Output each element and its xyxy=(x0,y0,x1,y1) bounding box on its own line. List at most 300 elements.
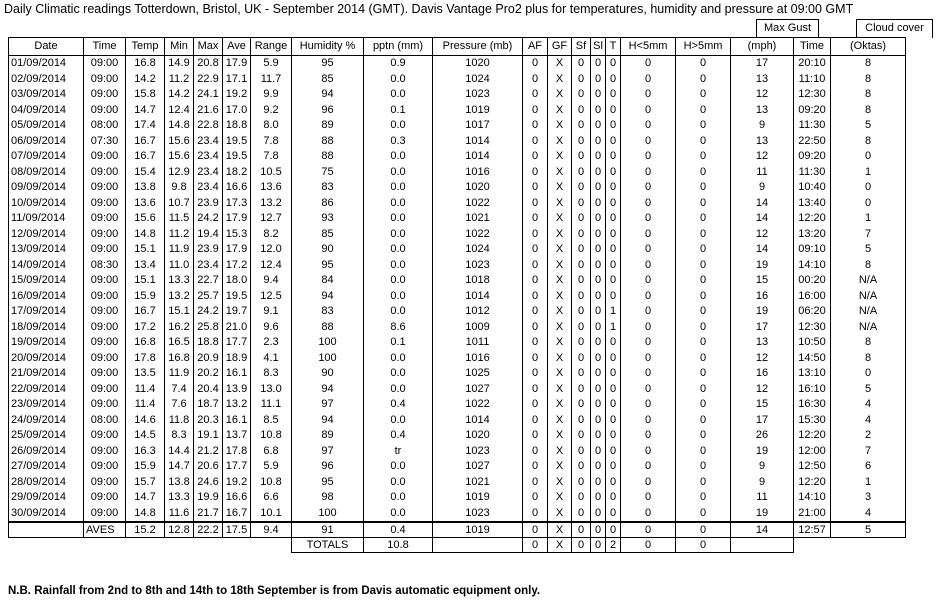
table-cell: 12:50 xyxy=(794,459,831,475)
table-cell: 0 xyxy=(621,320,676,336)
table-cell: 21.0 xyxy=(223,320,251,336)
table-cell: 09:00 xyxy=(84,87,126,103)
table-cell: 0 xyxy=(572,134,591,150)
table-cell: 0 xyxy=(621,258,676,274)
table-cell: 0 xyxy=(523,242,548,258)
table-cell: 12.0 xyxy=(251,242,292,258)
table-cell: 09:20 xyxy=(794,149,831,165)
table-cell: 0 xyxy=(591,196,606,212)
table-cell: 23.4 xyxy=(194,149,223,165)
table-cell: 1 xyxy=(831,211,906,227)
table-cell: 17.7 xyxy=(223,335,251,351)
table-cell: 11.5 xyxy=(165,211,194,227)
table-cell: 09:00 xyxy=(84,475,126,491)
table-cell: 11.6 xyxy=(165,506,194,523)
table-cell: 0 xyxy=(523,196,548,212)
table-cell: 16 xyxy=(731,366,794,382)
table-cell: 27/09/2014 xyxy=(9,459,84,475)
table-cell: 0.1 xyxy=(364,335,433,351)
page-title: Daily Climatic readings Totterdown, Bristol, UK - September 2014 (GMT). Davis Vantage Pro2 plus for temperatures, humidity and pressure at 09:00 GMT xyxy=(4,2,854,16)
table-cell: 09:00 xyxy=(84,366,126,382)
table-row xyxy=(9,72,906,88)
table-cell: 0 xyxy=(591,87,606,103)
table-cell: 0 xyxy=(523,149,548,165)
table-cell: X xyxy=(548,211,572,227)
table-row xyxy=(9,56,906,72)
table-cell: 14.9 xyxy=(165,56,194,72)
table-row xyxy=(9,149,906,165)
table-cell: 0 xyxy=(523,475,548,491)
table-cell: 0.0 xyxy=(364,149,433,165)
table-cell: 0 xyxy=(572,351,591,367)
column-header: H>5mm xyxy=(676,38,731,56)
table-cell: 0 xyxy=(572,335,591,351)
table-cell: 0.0 xyxy=(364,227,433,243)
table-cell: 0 xyxy=(676,335,731,351)
table-cell: 0 xyxy=(676,134,731,150)
table-cell: 11.9 xyxy=(165,366,194,382)
table-cell: 0 xyxy=(591,56,606,72)
table-cell: 96 xyxy=(292,459,364,475)
column-header: Time xyxy=(794,38,831,56)
table-cell: 7.4 xyxy=(165,382,194,398)
average-cell xyxy=(9,522,84,538)
table-cell: 1022 xyxy=(433,227,523,243)
table-cell: 09:00 xyxy=(84,149,126,165)
table-cell: 0 xyxy=(572,506,591,523)
table-cell: X xyxy=(548,227,572,243)
table-cell: 0.0 xyxy=(364,475,433,491)
table-cell: 0 xyxy=(591,351,606,367)
table-cell: 16.7 xyxy=(126,149,165,165)
table-cell: 13.8 xyxy=(165,475,194,491)
table-cell: 0 xyxy=(591,459,606,475)
table-cell: 23/09/2014 xyxy=(9,397,84,413)
table-cell: X xyxy=(548,273,572,289)
column-header: AF xyxy=(523,38,548,56)
table-cell: 5.9 xyxy=(251,56,292,72)
table-cell: X xyxy=(548,351,572,367)
table-cell: 83 xyxy=(292,180,364,196)
table-cell: X xyxy=(548,304,572,320)
table-cell: 0 xyxy=(831,196,906,212)
table-cell: 0 xyxy=(606,351,621,367)
column-header: GF xyxy=(548,38,572,56)
table-cell: 0 xyxy=(621,304,676,320)
table-cell: 24.6 xyxy=(194,475,223,491)
table-cell: 0 xyxy=(676,118,731,134)
table-cell: X xyxy=(548,320,572,336)
column-header: Time xyxy=(84,38,126,56)
table-cell: 0.0 xyxy=(364,289,433,305)
table-cell: 12:20 xyxy=(794,211,831,227)
table-row xyxy=(9,382,906,398)
table-cell: 16.6 xyxy=(223,180,251,196)
table-cell: 18.8 xyxy=(194,335,223,351)
table-cell: 1022 xyxy=(433,397,523,413)
table-cell: 0 xyxy=(621,475,676,491)
table-cell: 09:00 xyxy=(84,320,126,336)
table-cell: 09:00 xyxy=(84,165,126,181)
table-cell: 0 xyxy=(606,382,621,398)
table-cell: 18.2 xyxy=(223,165,251,181)
table-cell: 0 xyxy=(676,428,731,444)
table-row xyxy=(9,165,906,181)
table-cell: 0 xyxy=(621,444,676,460)
table-cell: 15.9 xyxy=(126,459,165,475)
table-cell: 0 xyxy=(523,118,548,134)
column-header: H<5mm xyxy=(621,38,676,56)
column-header: (Oktas) xyxy=(831,38,906,56)
table-cell: 03/09/2014 xyxy=(9,87,84,103)
column-header: Sf xyxy=(572,38,591,56)
table-cell: 09:00 xyxy=(84,227,126,243)
table-cell: 14.8 xyxy=(126,227,165,243)
empty-cell xyxy=(794,538,831,553)
table-cell: 15/09/2014 xyxy=(9,273,84,289)
table-cell: 23.9 xyxy=(194,242,223,258)
table-cell: 09:00 xyxy=(84,351,126,367)
table-cell: 0 xyxy=(572,242,591,258)
table-cell: 0 xyxy=(606,87,621,103)
table-cell: X xyxy=(548,397,572,413)
table-cell: 85 xyxy=(292,227,364,243)
table-cell: 06:20 xyxy=(794,304,831,320)
table-cell: 0 xyxy=(606,490,621,506)
table-cell: 0 xyxy=(676,103,731,119)
table-cell: 0 xyxy=(572,428,591,444)
table-cell: 18/09/2014 xyxy=(9,320,84,336)
table-cell: 0 xyxy=(676,490,731,506)
table-cell: 0 xyxy=(621,366,676,382)
table-cell: 0 xyxy=(606,103,621,119)
table-cell: 0 xyxy=(591,382,606,398)
table-cell: 1 xyxy=(831,475,906,491)
table-cell: 8 xyxy=(831,87,906,103)
empty-cell xyxy=(165,538,194,553)
table-cell: 15.6 xyxy=(165,149,194,165)
table-cell: N/A xyxy=(831,304,906,320)
table-cell: 0 xyxy=(591,134,606,150)
table-cell: 8.6 xyxy=(364,320,433,336)
table-cell: 0.4 xyxy=(364,397,433,413)
table-cell: 08:00 xyxy=(84,118,126,134)
table-cell: 06/09/2014 xyxy=(9,134,84,150)
table-cell: 14 xyxy=(731,196,794,212)
table-cell: 0 xyxy=(676,165,731,181)
column-header: (mph) xyxy=(731,38,794,56)
column-header: Pressure (mb) xyxy=(433,38,523,56)
table-cell: 30/09/2014 xyxy=(9,506,84,523)
table-cell: 15.3 xyxy=(223,227,251,243)
table-cell: 11.4 xyxy=(126,397,165,413)
empty-cell xyxy=(251,538,292,553)
table-cell: 12.4 xyxy=(251,258,292,274)
table-cell: 1016 xyxy=(433,165,523,181)
table-cell: 25.8 xyxy=(194,320,223,336)
table-cell: 1 xyxy=(606,320,621,336)
table-cell: 0 xyxy=(676,242,731,258)
table-cell: 0.0 xyxy=(364,118,433,134)
table-cell: 0 xyxy=(676,320,731,336)
table-cell: 20.4 xyxy=(194,382,223,398)
table-cell: 8.0 xyxy=(251,118,292,134)
table-cell: 0 xyxy=(523,444,548,460)
table-cell: 17.8 xyxy=(126,351,165,367)
table-cell: 0 xyxy=(606,72,621,88)
table-row xyxy=(9,459,906,475)
table-cell: 15.7 xyxy=(126,475,165,491)
table-cell: 2 xyxy=(831,428,906,444)
table-cell: X xyxy=(548,382,572,398)
table-cell: 05/09/2014 xyxy=(9,118,84,134)
table-cell: 0.0 xyxy=(364,242,433,258)
table-cell: 21.2 xyxy=(194,444,223,460)
table-cell: 07:30 xyxy=(84,134,126,150)
table-cell: 0.0 xyxy=(364,258,433,274)
table-cell: 15 xyxy=(731,273,794,289)
table-cell: 0.0 xyxy=(364,273,433,289)
table-cell: 0.3 xyxy=(364,134,433,150)
table-cell: 5 xyxy=(831,118,906,134)
table-cell: 13.2 xyxy=(223,397,251,413)
table-cell: 12.9 xyxy=(165,165,194,181)
table-cell: 0 xyxy=(591,103,606,119)
table-cell: 0 xyxy=(621,382,676,398)
table-cell: X xyxy=(548,118,572,134)
average-cell: X xyxy=(548,522,572,538)
table-cell: 22.8 xyxy=(194,118,223,134)
table-cell: 15.1 xyxy=(165,304,194,320)
table-row xyxy=(9,258,906,274)
column-header: Date xyxy=(9,38,84,56)
table-cell: 97 xyxy=(292,444,364,460)
table-row xyxy=(9,506,906,523)
table-cell: 15 xyxy=(731,397,794,413)
table-cell: 11/09/2014 xyxy=(9,211,84,227)
table-cell: 17.4 xyxy=(126,118,165,134)
table-cell: 19 xyxy=(731,506,794,523)
table-cell: 09:00 xyxy=(84,382,126,398)
table-cell: 93 xyxy=(292,211,364,227)
table-row xyxy=(9,103,906,119)
table-cell: X xyxy=(548,180,572,196)
table-cell: 16 xyxy=(731,289,794,305)
table-cell: 1014 xyxy=(433,134,523,150)
column-header: Sl xyxy=(591,38,606,56)
table-cell: 12.5 xyxy=(251,289,292,305)
table-cell: 95 xyxy=(292,56,364,72)
table-cell: 0 xyxy=(676,72,731,88)
table-cell: 0 xyxy=(676,459,731,475)
table-cell: 5 xyxy=(831,242,906,258)
table-cell: 89 xyxy=(292,118,364,134)
table-cell: 0 xyxy=(572,87,591,103)
table-cell: 7.6 xyxy=(165,397,194,413)
table-cell: 28/09/2014 xyxy=(9,475,84,491)
table-cell: X xyxy=(548,506,572,523)
table-cell: 14.5 xyxy=(126,428,165,444)
table-cell: 9 xyxy=(731,180,794,196)
table-cell: 26/09/2014 xyxy=(9,444,84,460)
table-cell: 1024 xyxy=(433,72,523,88)
table-cell: 0.0 xyxy=(364,506,433,523)
table-cell: 4 xyxy=(831,506,906,523)
table-cell: 8.5 xyxy=(251,413,292,429)
table-cell: 12.7 xyxy=(251,211,292,227)
table-cell: 0 xyxy=(621,397,676,413)
table-cell: 09:00 xyxy=(84,72,126,88)
table-cell: 0 xyxy=(621,103,676,119)
table-row xyxy=(9,397,906,413)
average-cell: 0 xyxy=(621,522,676,538)
table-cell: 0 xyxy=(523,506,548,523)
table-cell: 08:30 xyxy=(84,258,126,274)
total-cell: 2 xyxy=(606,538,621,553)
table-cell: 16.2 xyxy=(165,320,194,336)
table-cell: 19.9 xyxy=(194,490,223,506)
table-cell: 0 xyxy=(591,335,606,351)
table-cell: 0 xyxy=(523,304,548,320)
table-cell: X xyxy=(548,103,572,119)
column-header: T xyxy=(606,38,621,56)
table-cell: 94 xyxy=(292,413,364,429)
table-cell: 12:20 xyxy=(794,428,831,444)
column-header: Range xyxy=(251,38,292,56)
table-cell: 0 xyxy=(606,506,621,523)
table-cell: 90 xyxy=(292,366,364,382)
table-cell: 0 xyxy=(676,211,731,227)
table-cell: 7.8 xyxy=(251,149,292,165)
table-cell: 17.2 xyxy=(223,258,251,274)
table-cell: 0 xyxy=(591,366,606,382)
table-cell: 0 xyxy=(831,180,906,196)
table-cell: 0 xyxy=(621,118,676,134)
table-cell: 09:20 xyxy=(794,103,831,119)
table-cell: 16.8 xyxy=(126,335,165,351)
table-cell: 0 xyxy=(523,459,548,475)
table-cell: 0 xyxy=(621,87,676,103)
table-cell: 1023 xyxy=(433,87,523,103)
table-cell: 0 xyxy=(676,273,731,289)
table-cell: 11.0 xyxy=(165,258,194,274)
empty-cell xyxy=(126,538,165,553)
table-cell: 18.9 xyxy=(223,351,251,367)
table-cell: 09:00 xyxy=(84,289,126,305)
table-cell: N/A xyxy=(831,320,906,336)
table-cell: 1027 xyxy=(433,459,523,475)
table-cell: 0 xyxy=(676,149,731,165)
table-cell: 0.0 xyxy=(364,180,433,196)
table-cell: 0.0 xyxy=(364,165,433,181)
table-cell: 0 xyxy=(606,242,621,258)
column-header: Temp xyxy=(126,38,165,56)
table-cell: X xyxy=(548,87,572,103)
table-cell: 0 xyxy=(606,459,621,475)
table-cell: 15.6 xyxy=(126,211,165,227)
table-cell: 86 xyxy=(292,196,364,212)
table-cell: 0 xyxy=(591,413,606,429)
table-cell: 0 xyxy=(606,413,621,429)
table-cell: 0 xyxy=(591,320,606,336)
table-cell: 0.0 xyxy=(364,304,433,320)
table-cell: 13:10 xyxy=(794,366,831,382)
table-cell: 0 xyxy=(676,413,731,429)
table-cell: 17 xyxy=(731,320,794,336)
table-cell: 8 xyxy=(831,351,906,367)
table-cell: 0.4 xyxy=(364,428,433,444)
column-header: Min xyxy=(165,38,194,56)
table-row xyxy=(9,351,906,367)
table-cell: 0 xyxy=(676,506,731,523)
table-cell: 0 xyxy=(676,87,731,103)
table-cell: 0 xyxy=(676,227,731,243)
table-cell: 1022 xyxy=(433,196,523,212)
table-cell: 0 xyxy=(523,180,548,196)
table-cell: 16.7 xyxy=(126,134,165,150)
table-cell: 14.7 xyxy=(165,459,194,475)
table-cell: 85 xyxy=(292,72,364,88)
table-cell: 0 xyxy=(591,273,606,289)
table-cell: 6 xyxy=(831,459,906,475)
table-cell: 20.6 xyxy=(194,459,223,475)
table-cell: 0 xyxy=(572,118,591,134)
table-cell: 14.8 xyxy=(126,506,165,523)
table-cell: 7 xyxy=(831,227,906,243)
table-cell: 23.4 xyxy=(194,134,223,150)
table-cell: 13.6 xyxy=(126,196,165,212)
table-row xyxy=(9,242,906,258)
table-cell: 16/09/2014 xyxy=(9,289,84,305)
table-cell: 15.1 xyxy=(126,273,165,289)
table-cell: X xyxy=(548,134,572,150)
column-header: Max xyxy=(194,38,223,56)
table-cell: 0 xyxy=(606,289,621,305)
table-cell: 14/09/2014 xyxy=(9,258,84,274)
table-cell: 0.1 xyxy=(364,103,433,119)
table-cell: 12 xyxy=(731,382,794,398)
table-row xyxy=(9,196,906,212)
table-cell: 83 xyxy=(292,304,364,320)
table-cell: 21:00 xyxy=(794,506,831,523)
table-cell: 0 xyxy=(676,351,731,367)
table-cell: 13.0 xyxy=(251,382,292,398)
table-cell: 88 xyxy=(292,149,364,165)
table-cell: 0 xyxy=(606,366,621,382)
table-cell: 0 xyxy=(572,289,591,305)
table-cell: 20:10 xyxy=(794,56,831,72)
table-cell: 13.8 xyxy=(126,180,165,196)
table-cell: 13:20 xyxy=(794,227,831,243)
table-cell: 19.5 xyxy=(223,149,251,165)
table-cell: 0 xyxy=(831,366,906,382)
total-cell: 0 xyxy=(621,538,676,553)
table-cell: 4 xyxy=(831,397,906,413)
table-cell: 0 xyxy=(523,382,548,398)
empty-cell xyxy=(194,538,223,553)
table-cell: 0 xyxy=(676,258,731,274)
table-cell: 09:00 xyxy=(84,304,126,320)
table-cell: 0 xyxy=(676,180,731,196)
table-cell: 22:50 xyxy=(794,134,831,150)
table-cell: 17.0 xyxy=(223,103,251,119)
table-row xyxy=(9,320,906,336)
table-cell: 95 xyxy=(292,475,364,491)
table-cell: 0 xyxy=(523,289,548,305)
table-cell: 1020 xyxy=(433,428,523,444)
table-cell: 0 xyxy=(606,428,621,444)
table-cell: 84 xyxy=(292,273,364,289)
